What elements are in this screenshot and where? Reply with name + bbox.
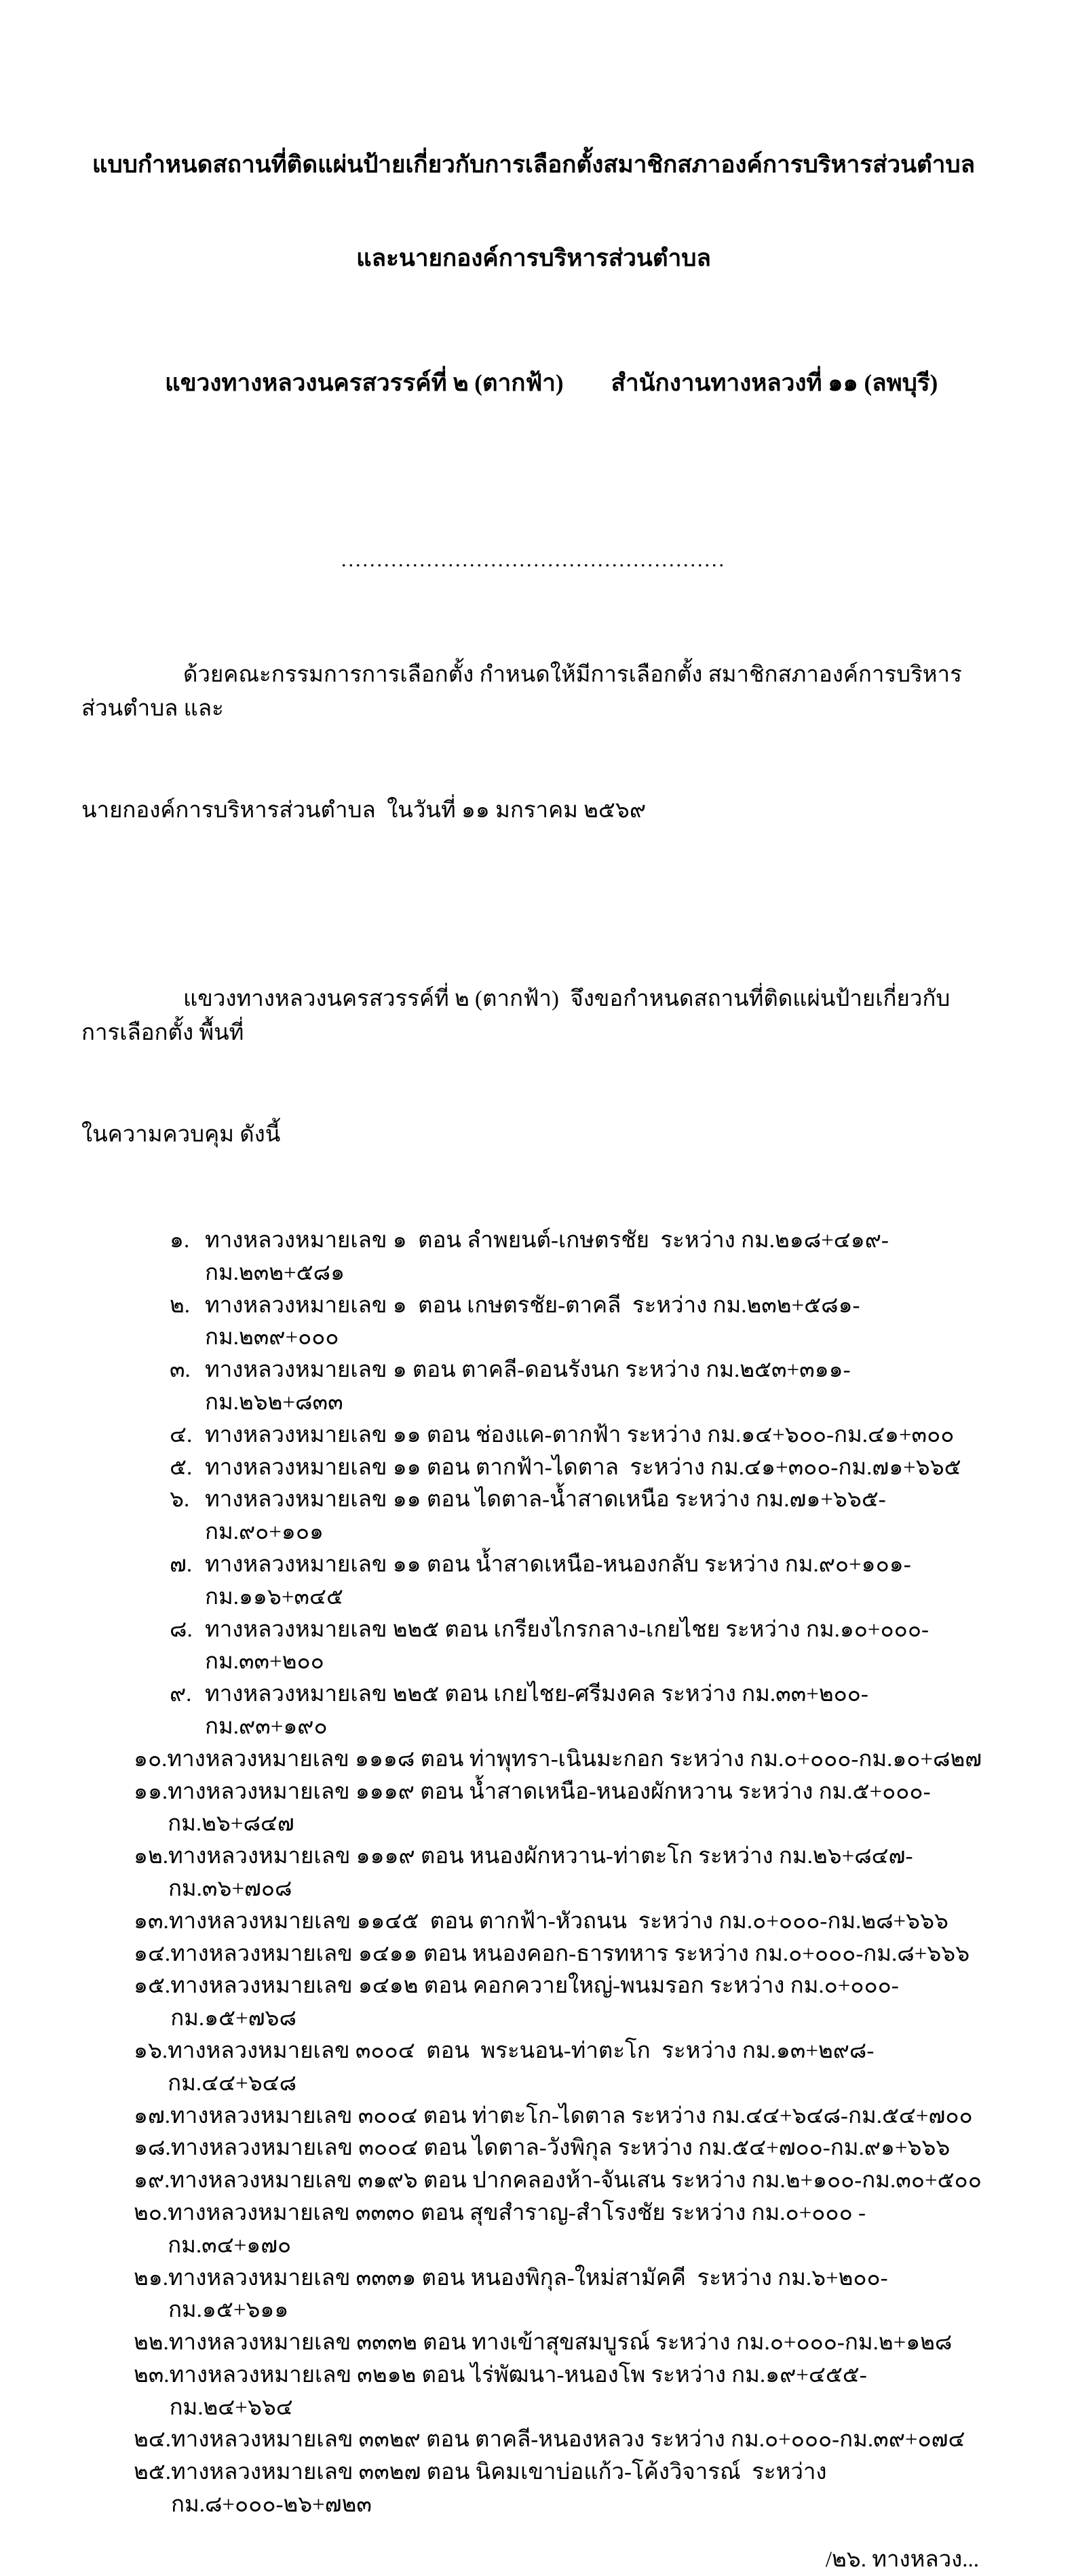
item-text: ทางหลวงหมายเลข ๓๑๙๖ ตอน ปากคลองห้า-จันเสน ระหว่าง กม.๒+๑๐๐-กม.๓๐+๕๐๐ [170, 2168, 982, 2193]
item-number: ๒๒. [134, 2330, 169, 2356]
highway-list-item [134, 1744, 986, 1776]
item-number: ๒๐. [134, 2200, 168, 2225]
item-text: ทางหลวงหมายเลข ๑๑๔๕ ตอน ตากฟ้า-หัวถนน ระหว่าง กม.๐+๐๐๐-กม.๒๘+๖๖๖ [168, 1909, 948, 1934]
item-number: ๕. [170, 1455, 193, 1480]
highway-list-item [134, 1354, 986, 1420]
item-number: ๑๙. [134, 2168, 170, 2193]
highway-list-item [134, 2101, 986, 2133]
highway-list-item [134, 1484, 986, 1549]
item-number: ๗. [170, 1552, 193, 1577]
item-text: ทางหลวงหมายเลข ๓๐๐๔ ตอน ไดตาล-วังพิกุล ระหว่าง กม.๕๔+๗๐๐-กม.๙๑+๖๖๖ [170, 2136, 951, 2161]
item-text: ทางหลวงหมายเลข ๑๑๑๙ ตอน หนองผักหวาน-ท่าตะโก ระหว่าง กม.๒๖+๘๔๗-กม.๓๖+๗๐๘ [168, 1844, 913, 1901]
item-text: ทางหลวงหมายเลข ๑๑ ตอน น้ำสาดเหนือ-หนองกลับ ระหว่าง กม.๙๐+๑๐๑-กม.๑๑๖+๓๔๕ [205, 1552, 911, 1609]
highway-list-item [134, 2198, 986, 2263]
page-footer-note: /๒๖. ทางหลวง... [825, 2547, 979, 2572]
item-number: ๑๐. [134, 1746, 168, 1772]
item-number: ๑๘. [134, 2136, 171, 2161]
highway-list-item [134, 1549, 986, 1614]
item-number: ๓. [170, 1358, 191, 1383]
item-number: ๖. [170, 1487, 190, 1513]
title-line-1: แบบกำหนดสถานที่ติดแผ่นป้ายเกี่ยวกับการเลือกตั้งสมาชิกสภาองค์การบริหารส่วนตำบล [92, 151, 976, 178]
item-text: ทางหลวงหมายเลข ๓๓๓๑ ตอน หนองพิกุล-ใหม่สามัคคี ระหว่าง กม.๖+๒๐๐-กม.๑๕+๖๑๑ [168, 2265, 888, 2323]
highway-list-item [134, 1679, 986, 1744]
item-text: ทางหลวงหมายเลข ๑๑๑๘ ตอน ท่าพุทรา-เนินมะกอก ระหว่าง กม.๐+๐๐๐-กม.๑๐+๘๒๗ [167, 1746, 982, 1772]
highway-list-item [134, 2165, 986, 2198]
item-number: ๑๑. [134, 1779, 168, 1804]
item-text: ทางหลวงหมายเลข ๒๒๕ ตอน เกยไชย-ศรีมงคล ระหว่าง กม.๓๓+๒๐๐-กม.๙๓+๑๙๐ [205, 1682, 868, 1739]
highway-list-item [134, 2457, 986, 2522]
item-text: ทางหลวงหมายเลข ๑๑ ตอน ไดตาล-น้ำสาดเหนือ ระหว่าง กม.๗๑+๖๖๕-กม.๙๐+๑๐๑ [205, 1487, 886, 1545]
highway-list-item [134, 1906, 986, 1938]
item-number: ๒. [170, 1293, 191, 1318]
highway-list-item [134, 2132, 986, 2165]
office-name: สำนักงานทางหลวงที่ ๑๑ (ลพบุรี) [611, 370, 938, 396]
division-name: แขวงทางหลวงนครสวรรค์ที่ ๒ (ตากฟ้า) [165, 370, 564, 396]
paragraph2-line2: ในความควบคุม ดังนี้ [81, 1123, 281, 1147]
paragraph2-line1: แขวงทางหลวงนครสวรรค์ที่ ๒ (ตากฟ้า) จึงขอกำหนดสถานที่ติดแผ่นป้ายเกี่ยวกับการเลือกตั้ง พื้นที่ [81, 987, 951, 1045]
highway-list-item [134, 2360, 986, 2425]
item-number: ๑๗. [134, 2103, 171, 2128]
title-line-3 [81, 336, 986, 430]
item-number: ๔. [170, 1422, 193, 1447]
highway-list [81, 1225, 986, 2522]
item-text: ทางหลวงหมายเลข ๑๔๑๑ ตอน หนองคอก-ธารทหาร ระหว่าง กม.๐+๐๐๐-กม.๘+๖๖๖ [170, 1941, 970, 1966]
highway-list-item [134, 1776, 986, 1841]
paragraph-election-announcement [81, 590, 986, 895]
highway-list-item [134, 1841, 986, 1906]
highway-list-item [134, 1938, 986, 1971]
item-text: ทางหลวงหมายเลข ๑๑ ตอน ช่องแค-ตากฟ้า ระหว่าง กม.๑๔+๖๐๐-กม.๔๑+๓๐๐ [205, 1422, 955, 1447]
item-text: ทางหลวงหมายเลข ๒๒๕ ตอน เกรียงไกรกลาง-เกยไชย ระหว่าง กม.๑๐+๐๐๐-กม.๓๓+๒๐๐ [205, 1617, 929, 1675]
item-number: ๑๔. [134, 1941, 171, 1966]
item-number: ๑๒. [134, 1844, 168, 1869]
highway-list-item [134, 2327, 986, 2360]
separator-dots: ...................................................... [341, 549, 726, 571]
highway-list-item [134, 1614, 986, 1679]
item-number: ๒๑. [134, 2265, 168, 2290]
item-text: ทางหลวงหมายเลข ๓๓๓๐ ตอน สุขสำราญ-สำโรงชัย ระหว่าง กม.๐+๐๐๐ - กม.๓๔+๑๗๐ [168, 2200, 872, 2258]
item-text: ทางหลวงหมายเลข ๓๐๐๔ ตอน พระนอน-ท่าตะโก ระหว่าง กม.๑๓+๒๙๘-กม.๔๔+๖๔๘ [168, 2038, 875, 2096]
item-text: ทางหลวงหมายเลข ๓๐๐๔ ตอน ท่าตะโก-ไดตาล ระหว่าง กม.๔๔+๖๔๘-กม.๕๔+๗๐๐ [170, 2103, 973, 2128]
item-text: ทางหลวงหมายเลข ๑๑ ตอน ตากฟ้า-ไดตาล ระหว่าง กม.๔๑+๓๐๐-กม.๗๑+๖๖๕ [205, 1455, 961, 1480]
item-number: ๑. [170, 1228, 190, 1253]
item-text: ทางหลวงหมายเลข ๑ ตอน เกษตรชัย-ตาคลี ระหว่าง กม.๒๓๒+๕๘๑-กม.๒๓๙+๐๐๐ [205, 1293, 860, 1350]
item-number: ๑๕. [134, 1974, 171, 1999]
item-text: ทางหลวงหมายเลข ๑๑๑๙ ตอน น้ำสาดเหนือ-หนองผักหวาน ระหว่าง กม.๕+๐๐๐-กม.๒๖+๘๔๗ [168, 1779, 931, 1837]
item-text: ทางหลวงหมายเลข ๑๔๑๒ ตอน คอกควายใหญ่-พนมรอก ระหว่าง กม.๐+๐๐๐-กม.๑๕+๗๖๘ [170, 1974, 899, 2031]
item-text: ทางหลวงหมายเลข ๓๓๒๗ ตอน นิคมเขาบ่อแก้ว-โค้งวิจารณ์ ระหว่าง กม.๘+๐๐๐-๒๖+๗๒๓ [170, 2460, 832, 2518]
highway-list-item [134, 1225, 986, 1290]
highway-list-item [134, 1290, 986, 1355]
item-number: ๑๓. [134, 1909, 169, 1934]
item-number: ๘. [170, 1617, 193, 1642]
document-title [81, 87, 986, 492]
highway-list-item [134, 1970, 986, 2035]
item-number: ๑๖. [134, 2038, 168, 2063]
highway-list-item [134, 2263, 986, 2328]
item-number: ๒๕. [134, 2460, 171, 2485]
item-text: ทางหลวงหมายเลข ๑ ตอน ตาคลี-ดอนรังนก ระหว่าง กม.๒๕๓+๓๑๑-กม.๒๖๒+๘๓๓ [205, 1358, 851, 1415]
item-text: ทางหลวงหมายเลข ๓๒๑๒ ตอน ไร่พัฒนา-หนองโพ ระหว่าง กม.๑๙+๔๕๕-กม.๒๔+๖๖๔ [169, 2362, 867, 2420]
paragraph1-line1: ด้วยคณะกรรมการการเลือกตั้ง กำหนดให้มีการเลือกตั้ง สมาชิกสภาองค์การบริหารส่วนตำบล และ [81, 663, 962, 721]
paragraph1-line2: นายกองค์การบริหารส่วนตำบล ในวันที่ ๑๑ มกราคม ๒๕๖๙ [81, 798, 647, 823]
highway-list-item [134, 1452, 986, 1485]
highway-list-item [134, 2035, 986, 2101]
paragraph-division-request [81, 914, 986, 1219]
title-line-2: และนายกองค์การบริหารส่วนตำบล [356, 245, 711, 271]
highway-list-item [134, 2424, 986, 2457]
item-text: ทางหลวงหมายเลข ๓๓๒๙ ตอน ตาคลี-หนองหลวง ระหว่าง กม.๐+๐๐๐-กม.๓๙+๐๗๔ [170, 2427, 965, 2453]
item-number: ๙. [170, 1682, 192, 1707]
item-text: ทางหลวงหมายเลข ๑ ตอน ลำพยนต์-เกษตรชัย ระหว่าง กม.๒๑๘+๔๑๙-กม.๒๓๒+๕๘๑ [205, 1228, 889, 1285]
item-number: ๒๔. [134, 2427, 171, 2453]
item-text: ทางหลวงหมายเลข ๓๓๓๒ ตอน ทางเข้าสุขสมบูรณ์ ระหว่าง กม.๐+๐๐๐-กม.๒+๑๒๘ [168, 2330, 953, 2356]
item-number: ๒๓. [134, 2362, 170, 2387]
highway-list-item [134, 1420, 986, 1452]
